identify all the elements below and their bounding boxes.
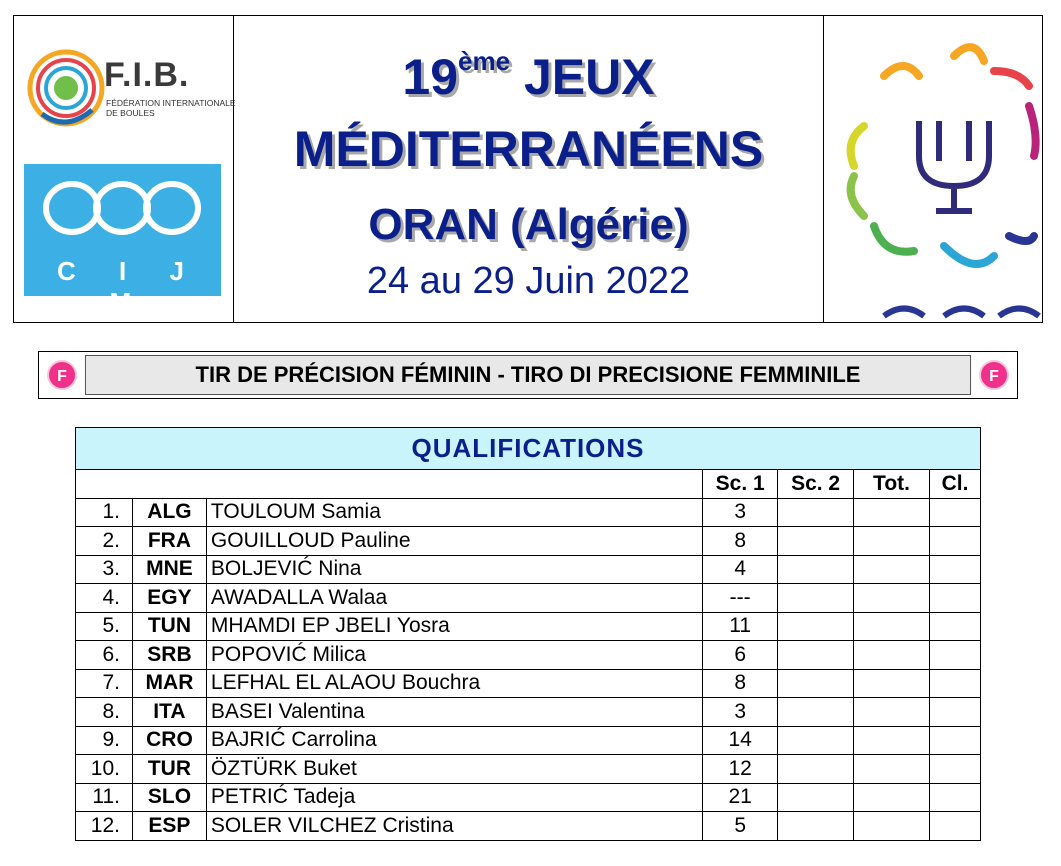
rank-cell: 1.: [76, 498, 133, 527]
total-cell: [854, 812, 930, 841]
nation-cell: ALG: [132, 498, 206, 527]
qualifications-table: [75, 427, 981, 841]
nation-cell: ESP: [132, 812, 206, 841]
score1-cell: 6: [703, 641, 778, 670]
score2-cell: [778, 641, 854, 670]
total-cell: [854, 555, 930, 584]
event-title: TIR DE PRÉCISION FÉMININ - TIRO DI PRECISIONE FEMMINILE: [85, 355, 971, 395]
score1-cell: 12: [703, 755, 778, 784]
fib-subtitle: FÉDÉRATION INTERNATIONALE DE BOULES: [106, 98, 236, 118]
rank-cell: 6.: [76, 641, 133, 670]
total-cell: [854, 755, 930, 784]
rank-cell: 4.: [76, 584, 133, 613]
classification-cell: [929, 498, 980, 527]
table-row: [76, 726, 981, 755]
cijm-logo: [24, 164, 221, 317]
column-header-row: [76, 470, 981, 499]
classification-cell: [929, 612, 980, 641]
table-row: [76, 527, 981, 556]
games-title-line2: MÉDITERRANÉENS: [293, 121, 764, 177]
column-header-blank: [76, 470, 703, 499]
classification-cell: [929, 669, 980, 698]
rank-cell: 10.: [76, 755, 133, 784]
nation-cell: MNE: [132, 555, 206, 584]
female-badge-right: F: [979, 360, 1009, 390]
athlete-name-cell: PETRIĆ Tadeja: [206, 783, 702, 812]
rank-cell: 5.: [76, 612, 133, 641]
athlete-name-cell: BAJRIĆ Carrolina: [206, 726, 702, 755]
table-row: [76, 555, 981, 584]
table-row: [76, 698, 981, 727]
event-banner: [38, 351, 1018, 399]
nation-cell: MAR: [132, 669, 206, 698]
athlete-name-cell: MHAMDI EP JBELI Yosra: [206, 612, 702, 641]
score1-cell: ---: [703, 584, 778, 613]
athlete-name-cell: ÖZTÜRK Buket: [206, 755, 702, 784]
score2-cell: [778, 612, 854, 641]
rank-cell: 2.: [76, 527, 133, 556]
nation-cell: ITA: [132, 698, 206, 727]
games-title-line1: 19ème JEUX: [402, 46, 655, 105]
classification-cell: [929, 641, 980, 670]
score2-cell: [778, 726, 854, 755]
column-header-cl: Cl.: [929, 470, 980, 499]
classification-cell: [929, 555, 980, 584]
score2-cell: [778, 812, 854, 841]
table-row: [76, 612, 981, 641]
nation-cell: FRA: [132, 527, 206, 556]
classification-cell: [929, 698, 980, 727]
athlete-name-cell: SOLER VILCHEZ Cristina: [206, 812, 702, 841]
classification-cell: [929, 812, 980, 841]
score2-cell: [778, 783, 854, 812]
score1-cell: 5: [703, 812, 778, 841]
score2-cell: [778, 555, 854, 584]
athlete-name-cell: POPOVIĆ Milica: [206, 641, 702, 670]
score2-cell: [778, 755, 854, 784]
table-row: [76, 755, 981, 784]
total-cell: [854, 641, 930, 670]
athlete-name-cell: LEFHAL EL ALAOU Bouchra: [206, 669, 702, 698]
nation-cell: SLO: [132, 783, 206, 812]
classification-cell: [929, 783, 980, 812]
score1-cell: 8: [703, 527, 778, 556]
table-title: QUALIFICATIONS: [76, 428, 981, 470]
nation-cell: EGY: [132, 584, 206, 613]
total-cell: [854, 584, 930, 613]
table-title-row: [76, 428, 981, 470]
rank-cell: 11.: [76, 783, 133, 812]
athlete-name-cell: TOULOUM Samia: [206, 498, 702, 527]
total-cell: [854, 669, 930, 698]
table-row: [76, 641, 981, 670]
cijm-rings-icon: [24, 164, 221, 254]
athlete-name-cell: BASEI Valentina: [206, 698, 702, 727]
games-title-line3: ORAN (Algérie): [368, 200, 689, 249]
score2-cell: [778, 669, 854, 698]
rank-cell: 3.: [76, 555, 133, 584]
classification-cell: [929, 527, 980, 556]
score2-cell: [778, 584, 854, 613]
score1-cell: 11: [703, 612, 778, 641]
rank-cell: 9.: [76, 726, 133, 755]
athlete-name-cell: GOUILLOUD Pauline: [206, 527, 702, 556]
score1-cell: 3: [703, 698, 778, 727]
athlete-name-cell: AWADALLA Walaa: [206, 584, 702, 613]
female-badge-left: F: [47, 360, 77, 390]
header-logos-left: [14, 16, 234, 322]
athlete-name-cell: BOLJEVIĆ Nina: [206, 555, 702, 584]
header-emblem: [824, 16, 1043, 322]
total-cell: [854, 783, 930, 812]
column-header-sc1: Sc. 1: [703, 470, 778, 499]
header-title-block: [234, 16, 824, 322]
score1-cell: 21: [703, 783, 778, 812]
total-cell: [854, 612, 930, 641]
table-row: [76, 783, 981, 812]
document-header: [13, 15, 1043, 323]
score1-cell: 3: [703, 498, 778, 527]
rank-cell: 8.: [76, 698, 133, 727]
nation-cell: SRB: [132, 641, 206, 670]
table-row: [76, 669, 981, 698]
column-header-tot: Tot.: [854, 470, 930, 499]
table-row: [76, 584, 981, 613]
classification-cell: [929, 726, 980, 755]
classification-cell: [929, 755, 980, 784]
table-row: [76, 812, 981, 841]
fib-name: F.I.B.: [104, 56, 190, 94]
score2-cell: [778, 527, 854, 556]
table-row: [76, 498, 981, 527]
total-cell: [854, 726, 930, 755]
games-dates: 24 au 29 Juin 2022: [366, 260, 691, 302]
cijm-label: C I J M: [57, 256, 202, 317]
column-header-sc2: Sc. 2: [778, 470, 854, 499]
nation-cell: TUN: [132, 612, 206, 641]
total-cell: [854, 498, 930, 527]
games-emblem-icon: [824, 16, 1043, 322]
total-cell: [854, 698, 930, 727]
rank-cell: 7.: [76, 669, 133, 698]
score1-cell: 14: [703, 726, 778, 755]
score1-cell: 4: [703, 555, 778, 584]
score2-cell: [778, 498, 854, 527]
score2-cell: [778, 698, 854, 727]
total-cell: [854, 527, 930, 556]
nation-cell: CRO: [132, 726, 206, 755]
classification-cell: [929, 584, 980, 613]
score1-cell: 8: [703, 669, 778, 698]
nation-cell: TUR: [132, 755, 206, 784]
rank-cell: 12.: [76, 812, 133, 841]
